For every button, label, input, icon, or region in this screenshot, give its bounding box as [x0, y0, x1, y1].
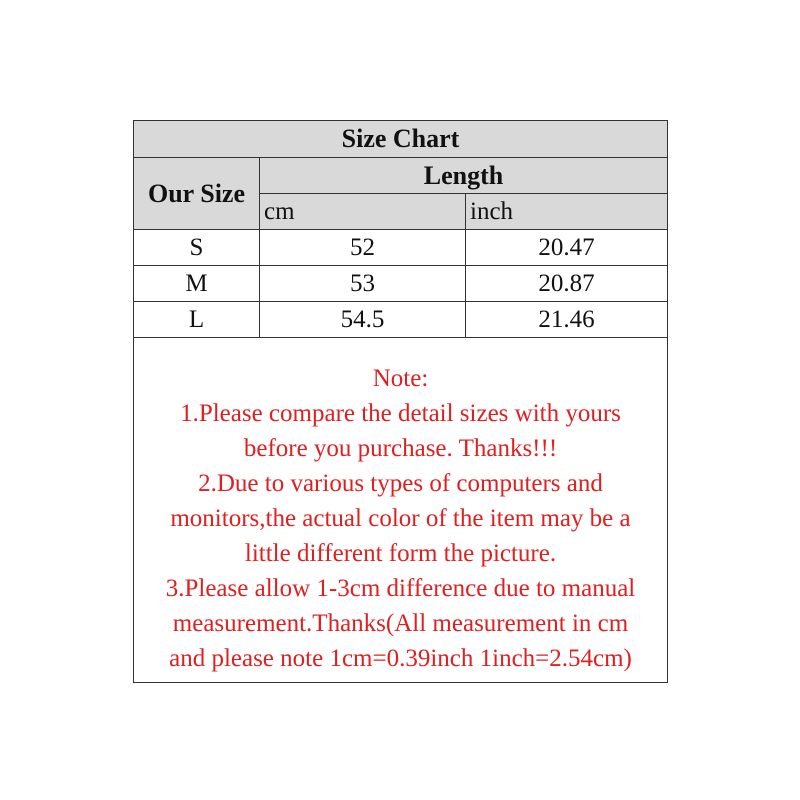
note-line: 2.Due to various types of computers and: [198, 470, 603, 497]
note-line: before you purchase. Thanks!!!: [243, 435, 558, 462]
cm-cell: 53: [260, 266, 466, 301]
inch-cell: 20.87: [538, 269, 595, 297]
size-cell: M: [134, 266, 260, 301]
note-heading: Note:: [372, 365, 429, 392]
note-line: 3.Please allow 1-3cm difference due to manual: [165, 575, 636, 602]
cm-cell: 52: [260, 230, 466, 265]
size-chart-table: [133, 120, 668, 683]
title-row: [134, 121, 667, 158]
chart-title: Size Chart: [341, 124, 460, 153]
note-line: monitors,the actual color of the item may be a: [170, 505, 631, 532]
cm-header: cm: [260, 194, 466, 230]
note-line: little different form the picture.: [244, 540, 557, 567]
note-line: measurement.Thanks(All measurement in cm: [172, 610, 629, 637]
inch-header: inch: [466, 194, 667, 230]
table-row: [134, 302, 667, 338]
notes-block: [134, 347, 667, 682]
note-line: 1.Please compare the detail sizes with yours: [180, 400, 621, 427]
table-row: [134, 230, 667, 266]
our-size-header: Our Size: [134, 158, 260, 230]
length-header: Length: [260, 158, 667, 194]
note-line: and please note 1cm=0.39inch 1inch=2.54cm): [169, 645, 632, 672]
inch-cell: 20.47: [538, 233, 595, 261]
table-row: [134, 266, 667, 302]
size-cell: S: [134, 230, 260, 265]
cm-cell: 54.5: [260, 302, 466, 337]
size-cell: L: [134, 302, 260, 337]
inch-cell: 21.46: [538, 305, 595, 333]
